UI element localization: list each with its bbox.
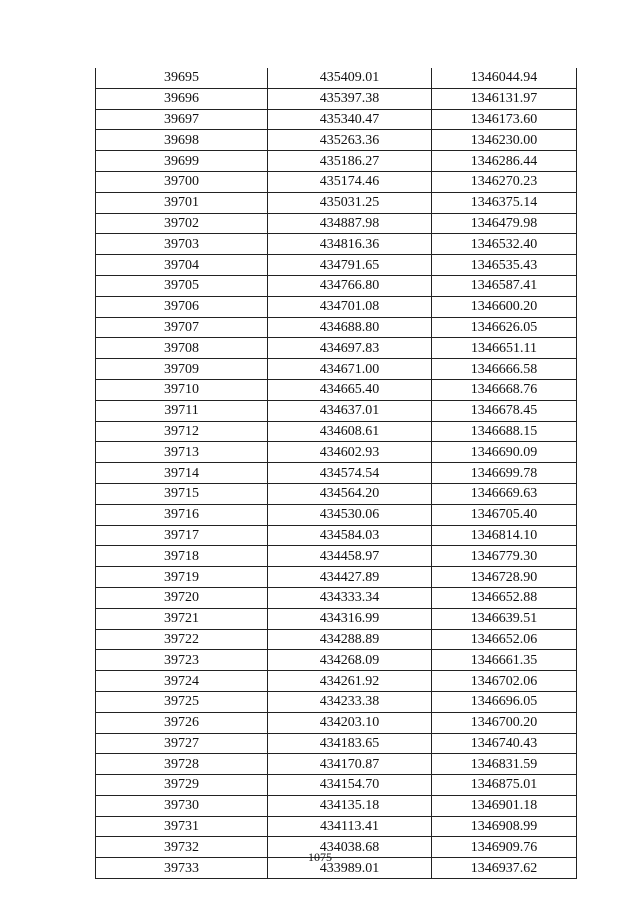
point-id-cell: 39702 <box>96 213 268 234</box>
point-id-cell: 39703 <box>96 234 268 255</box>
point-id-cell: 39708 <box>96 338 268 359</box>
y-coordinate-cell: 1346173.60 <box>432 109 577 130</box>
y-coordinate-cell: 1346814.10 <box>432 525 577 546</box>
x-coordinate-cell: 434697.83 <box>268 338 432 359</box>
y-coordinate-cell: 1346375.14 <box>432 192 577 213</box>
table-row <box>96 795 577 816</box>
point-id-cell: 39713 <box>96 442 268 463</box>
y-coordinate-cell: 1346702.06 <box>432 671 577 692</box>
point-id-cell: 39732 <box>96 837 268 858</box>
y-coordinate-cell: 1346669.63 <box>432 483 577 504</box>
table-row <box>96 712 577 733</box>
y-coordinate-cell: 1346044.94 <box>432 68 577 88</box>
table-row <box>96 421 577 442</box>
table-row <box>96 255 577 276</box>
y-coordinate-cell: 1346131.97 <box>432 88 577 109</box>
table-row <box>96 234 577 255</box>
point-id-cell: 39698 <box>96 130 268 151</box>
y-coordinate-cell: 1346661.35 <box>432 650 577 671</box>
point-id-cell: 39704 <box>96 255 268 276</box>
table-row <box>96 504 577 525</box>
x-coordinate-cell: 434584.03 <box>268 525 432 546</box>
y-coordinate-cell: 1346626.05 <box>432 317 577 338</box>
x-coordinate-cell: 435031.25 <box>268 192 432 213</box>
point-id-cell: 39709 <box>96 359 268 380</box>
table-row <box>96 733 577 754</box>
point-id-cell: 39714 <box>96 463 268 484</box>
x-coordinate-cell: 434038.68 <box>268 837 432 858</box>
x-coordinate-cell: 434530.06 <box>268 504 432 525</box>
x-coordinate-cell: 434701.08 <box>268 296 432 317</box>
y-coordinate-cell: 1346740.43 <box>432 733 577 754</box>
point-id-cell: 39727 <box>96 733 268 754</box>
point-id-cell: 39729 <box>96 775 268 796</box>
point-id-cell: 39697 <box>96 109 268 130</box>
x-coordinate-cell: 435186.27 <box>268 151 432 172</box>
table-row <box>96 379 577 400</box>
table-row <box>96 213 577 234</box>
point-id-cell: 39701 <box>96 192 268 213</box>
point-id-cell: 39723 <box>96 650 268 671</box>
y-coordinate-cell: 1346728.90 <box>432 567 577 588</box>
x-coordinate-cell: 434203.10 <box>268 712 432 733</box>
y-coordinate-cell: 1346286.44 <box>432 151 577 172</box>
y-coordinate-cell: 1346690.09 <box>432 442 577 463</box>
point-id-cell: 39711 <box>96 400 268 421</box>
x-coordinate-cell: 434333.34 <box>268 587 432 608</box>
x-coordinate-cell: 434637.01 <box>268 400 432 421</box>
table-row <box>96 608 577 629</box>
y-coordinate-cell: 1346875.01 <box>432 775 577 796</box>
y-coordinate-cell: 1346532.40 <box>432 234 577 255</box>
table-row <box>96 192 577 213</box>
y-coordinate-cell: 1346666.58 <box>432 359 577 380</box>
y-coordinate-cell: 1346652.88 <box>432 587 577 608</box>
table-row <box>96 88 577 109</box>
x-coordinate-cell: 434288.89 <box>268 629 432 650</box>
x-coordinate-cell: 435174.46 <box>268 171 432 192</box>
x-coordinate-cell: 435397.38 <box>268 88 432 109</box>
point-id-cell: 39720 <box>96 587 268 608</box>
x-coordinate-cell: 434261.92 <box>268 671 432 692</box>
y-coordinate-cell: 1346651.11 <box>432 338 577 359</box>
point-id-cell: 39728 <box>96 754 268 775</box>
table-row <box>96 68 577 88</box>
x-coordinate-cell: 433989.01 <box>268 858 432 879</box>
table-row <box>96 650 577 671</box>
point-id-cell: 39719 <box>96 567 268 588</box>
y-coordinate-cell: 1346535.43 <box>432 255 577 276</box>
x-coordinate-cell: 434766.80 <box>268 275 432 296</box>
table-row <box>96 400 577 421</box>
x-coordinate-cell: 435263.36 <box>268 130 432 151</box>
x-coordinate-cell: 434671.00 <box>268 359 432 380</box>
table-row <box>96 691 577 712</box>
x-coordinate-cell: 435409.01 <box>268 68 432 88</box>
y-coordinate-cell: 1346639.51 <box>432 608 577 629</box>
coordinate-table-body <box>96 68 577 879</box>
point-id-cell: 39712 <box>96 421 268 442</box>
table-row <box>96 317 577 338</box>
y-coordinate-cell: 1346705.40 <box>432 504 577 525</box>
coordinate-table <box>95 68 577 879</box>
x-coordinate-cell: 434816.36 <box>268 234 432 255</box>
point-id-cell: 39724 <box>96 671 268 692</box>
point-id-cell: 39722 <box>96 629 268 650</box>
y-coordinate-cell: 1346668.76 <box>432 379 577 400</box>
x-coordinate-cell: 434183.65 <box>268 733 432 754</box>
x-coordinate-cell: 434170.87 <box>268 754 432 775</box>
y-coordinate-cell: 1346230.00 <box>432 130 577 151</box>
table-row <box>96 359 577 380</box>
x-coordinate-cell: 434316.99 <box>268 608 432 629</box>
y-coordinate-cell: 1346270.23 <box>432 171 577 192</box>
table-row <box>96 463 577 484</box>
table-row <box>96 109 577 130</box>
table-row <box>96 296 577 317</box>
x-coordinate-cell: 434564.20 <box>268 483 432 504</box>
y-coordinate-cell: 1346908.99 <box>432 816 577 837</box>
x-coordinate-cell: 434887.98 <box>268 213 432 234</box>
table-row <box>96 525 577 546</box>
x-coordinate-cell: 434574.54 <box>268 463 432 484</box>
x-coordinate-cell: 434608.61 <box>268 421 432 442</box>
x-coordinate-cell: 434135.18 <box>268 795 432 816</box>
point-id-cell: 39733 <box>96 858 268 879</box>
x-coordinate-cell: 434791.65 <box>268 255 432 276</box>
x-coordinate-cell: 434427.89 <box>268 567 432 588</box>
y-coordinate-cell: 1346696.05 <box>432 691 577 712</box>
y-coordinate-cell: 1346699.78 <box>432 463 577 484</box>
x-coordinate-cell: 434665.40 <box>268 379 432 400</box>
x-coordinate-cell: 434688.80 <box>268 317 432 338</box>
point-id-cell: 39717 <box>96 525 268 546</box>
point-id-cell: 39716 <box>96 504 268 525</box>
point-id-cell: 39700 <box>96 171 268 192</box>
y-coordinate-cell: 1346688.15 <box>432 421 577 442</box>
table-row <box>96 171 577 192</box>
point-id-cell: 39721 <box>96 608 268 629</box>
point-id-cell: 39699 <box>96 151 268 172</box>
x-coordinate-cell: 435340.47 <box>268 109 432 130</box>
y-coordinate-cell: 1346831.59 <box>432 754 577 775</box>
table-row <box>96 629 577 650</box>
table-row <box>96 483 577 504</box>
table-row <box>96 275 577 296</box>
point-id-cell: 39705 <box>96 275 268 296</box>
table-row <box>96 816 577 837</box>
y-coordinate-cell: 1346479.98 <box>432 213 577 234</box>
x-coordinate-cell: 434113.41 <box>268 816 432 837</box>
table-row <box>96 546 577 567</box>
table-row <box>96 338 577 359</box>
y-coordinate-cell: 1346600.20 <box>432 296 577 317</box>
y-coordinate-cell: 1346652.06 <box>432 629 577 650</box>
x-coordinate-cell: 434602.93 <box>268 442 432 463</box>
y-coordinate-cell: 1346901.18 <box>432 795 577 816</box>
x-coordinate-cell: 434154.70 <box>268 775 432 796</box>
y-coordinate-cell: 1346937.62 <box>432 858 577 879</box>
table-row <box>96 151 577 172</box>
x-coordinate-cell: 434458.97 <box>268 546 432 567</box>
point-id-cell: 39696 <box>96 88 268 109</box>
point-id-cell: 39726 <box>96 712 268 733</box>
table-row <box>96 567 577 588</box>
point-id-cell: 39731 <box>96 816 268 837</box>
point-id-cell: 39715 <box>96 483 268 504</box>
point-id-cell: 39706 <box>96 296 268 317</box>
table-row <box>96 587 577 608</box>
y-coordinate-cell: 1346700.20 <box>432 712 577 733</box>
page-number: 1075 <box>308 850 332 864</box>
point-id-cell: 39718 <box>96 546 268 567</box>
point-id-cell: 39710 <box>96 379 268 400</box>
x-coordinate-cell: 434233.38 <box>268 691 432 712</box>
x-coordinate-cell: 434268.09 <box>268 650 432 671</box>
point-id-cell: 39730 <box>96 795 268 816</box>
table-row <box>96 130 577 151</box>
y-coordinate-cell: 1346909.76 <box>432 837 577 858</box>
table-row <box>96 442 577 463</box>
point-id-cell: 39707 <box>96 317 268 338</box>
point-id-cell: 39725 <box>96 691 268 712</box>
y-coordinate-cell: 1346779.30 <box>432 546 577 567</box>
table-row <box>96 754 577 775</box>
table-row <box>96 775 577 796</box>
point-id-cell: 39695 <box>96 68 268 88</box>
table-row <box>96 671 577 692</box>
y-coordinate-cell: 1346587.41 <box>432 275 577 296</box>
y-coordinate-cell: 1346678.45 <box>432 400 577 421</box>
